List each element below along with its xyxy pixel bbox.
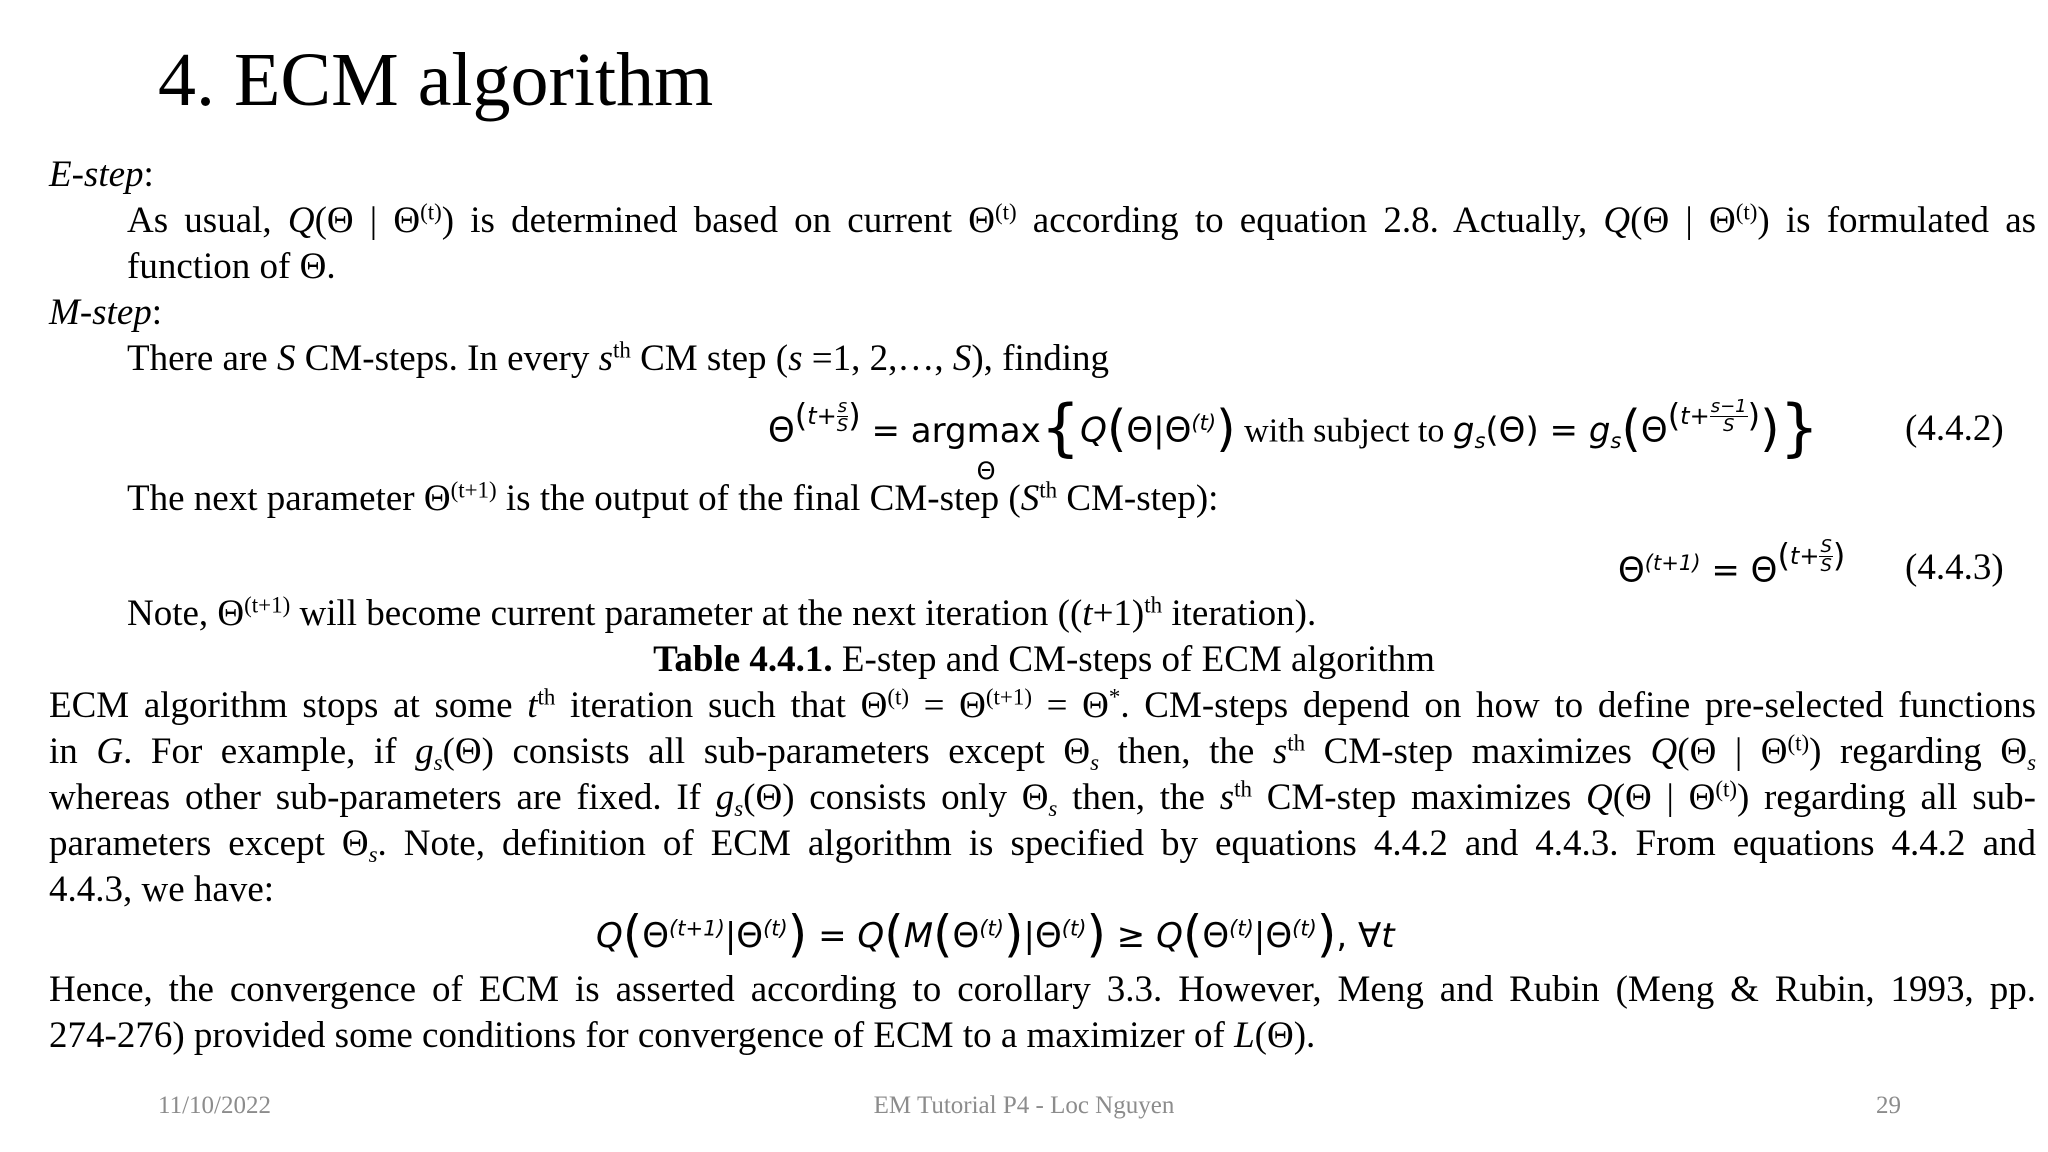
paragraph-line5: 4.4.3, we have: [49,869,275,910]
mstep-label: M-step: [49,292,163,333]
equation-number-4-4-2: (4.4.2) [1905,408,2004,449]
estep-text-line1: As usual, Q(Θ | $\Theta^{(t)}$) is determined based on current $\Theta^{(t)}$ according to equation 2.8. Actually, Q(Θ | $\Theta^{(t)}$) is formulated as [127,199,2037,241]
next-parameter-text: The next parameter $\Theta^{(t+1)}$ is the output of the final CM-step ($S^{th}$ CM-step): [127,477,1219,519]
equation-4-4-2: $\Theta^{(t+ \frac{s}{S} )} = argmax$ Θ {$Q(\Theta|\Theta^{(t)})$ with subject to $g_s(\Theta) = g_s(\Theta^{(t+ \frac{s-1}{S} )})$} [768,390,1820,485]
paragraph-line2: in G. For example, if $g_s(\Theta)$ consists all sub-parameters except $\Theta_s$ then, the $s^{th}$ CM-step maximizes Q(Θ | $\Theta^{(t)}$) regarding $\Theta_s$ [49,730,2037,775]
table-caption: Table 4.4.1. E-step and CM-steps of ECM algorithm [653,639,1435,680]
footer-page-number: 29 [1876,1092,1901,1119]
conclusion-line1: Hence, the convergence of ECM is asserted according to corollary 3.3. However, Meng and Rubin (Meng & Rubin, 1993, pp. [49,969,2036,1010]
note-text: Note, $\Theta^{(t+1)}$ will become current parameter at the next iteration ($(t+1)^{th}$ iteration). [127,592,1317,634]
paragraph-line3: whereas other sub-parameters are fixed. If $g_s(\Theta)$ consists only $\Theta_s$ then, the $s^{th}$ CM-step maximizes Q(Θ | $\Theta^{(t)}$) regarding all sub- [49,776,2036,821]
paragraph-line1: ECM algorithm stops at some $t^{th}$ iteration such that $\Theta^{(t)} = \Theta^{(t+1)} = \Theta^*$. CM-steps depend on how to define pre-selected functions [49,684,2037,726]
paragraph-line4: parameters except $\Theta_s$. Note, definition of ECM algorithm is specified by equations 4.4.2 and 4.4.3. From equations 4.4.2 and [49,823,2036,867]
footer-title: EM Tutorial P4 - Loc Nguyen [873,1092,1175,1119]
convergence-inequality: $Q(\Theta^{(t+1)}|\Theta^{(t)}) = Q(M(\Theta^{(t)})|\Theta^{(t)}) \ge Q(\Theta^{(t)}|\Theta^{(t)})$, ∀t [596,905,1395,963]
estep-text-line2: function of Θ. [127,246,336,287]
mstep-text-line1: There are S CM-steps. In every $s^{th}$ CM step (s =1, 2,…, S), finding [127,337,1110,379]
estep-label: E-step: [49,154,154,195]
argmax-operator: = argmax Θ [871,410,1041,485]
conclusion-line2: 274-276) provided some conditions for convergence of ECM to a maximizer of L(Θ). [49,1015,1316,1056]
equation-4-4-3: $\Theta^{(t+1)} = \Theta^{(t+ \frac{S}{S} )}$ [1618,536,1846,591]
equation-number-4-4-3: (4.4.3) [1905,547,2004,588]
footer-date: 11/10/2022 [158,1092,271,1119]
slide-title: 4. ECM algorithm [158,38,714,122]
